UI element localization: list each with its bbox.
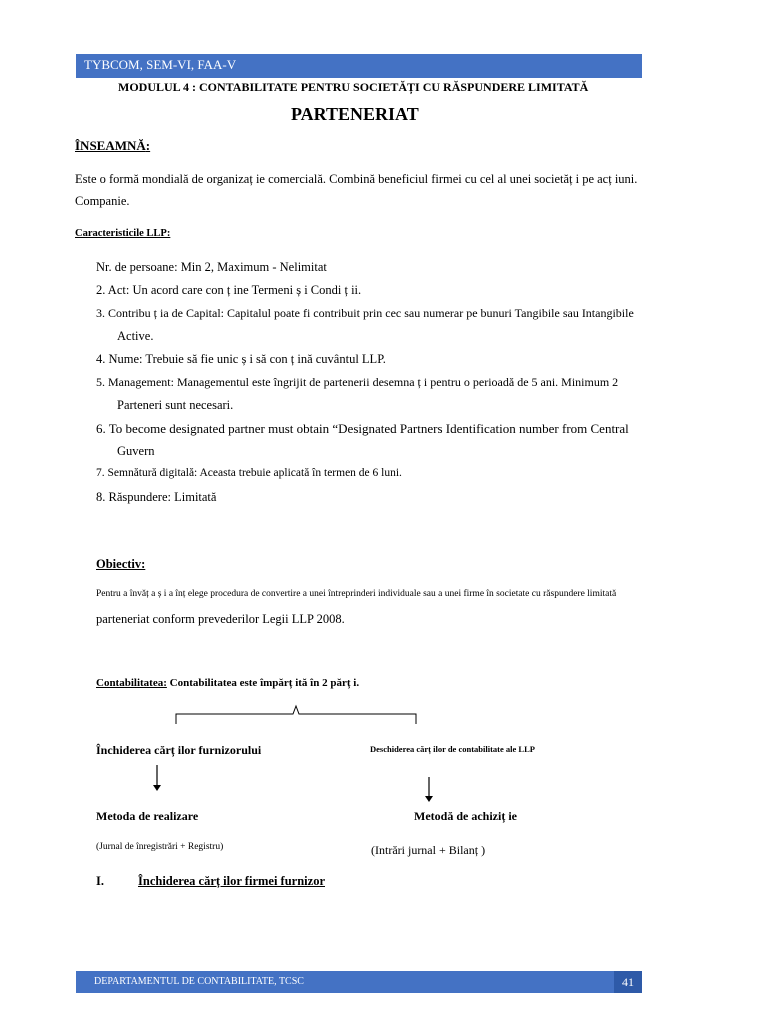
characteristic-item-4: 4. Nume: Trebuie să fie unic ș i să con ț ină cuvântul LLP. [96, 352, 386, 366]
characteristic-item-7: 7. Semnătură digitală: Aceasta trebuie aplicată în termen de 6 luni. [96, 467, 402, 479]
inseamna-heading-text: ÎNSEAMNĂ [75, 138, 146, 153]
characteristic-item-5: 5. Management: Managementul este îngrijit de partenerii desemna ț i pentru o perioadă de 5 ani. Minimum 2 [96, 375, 619, 389]
characteristics-heading: Caracteristicile LLP: [75, 228, 171, 239]
characteristic-item-3: 3. Contribu ț ia de Capital: Capitalul poate fi contribuit prin cec sau numerar pe bunuri Tangibile sau Intangibile [96, 306, 634, 320]
objective-line-1: Pentru a învăț a ș i a înț elege procedura de convertire a unei întreprinderi individuale sau a unei firme în societate cu răspundere limitată [96, 589, 617, 599]
section-i-number: I. [96, 874, 104, 888]
section-i-title: Închiderea cărț ilor firmei furnizor [138, 874, 325, 888]
characteristic-item-6: 6. To become designated partner must obtain “Designated Partners Identification number from Central [96, 421, 629, 436]
right-method-label: Metodă de achiziț ie [414, 809, 517, 823]
characteristic-item-8: 8. Răspundere: Limitată [96, 490, 217, 504]
characteristic-item-1: Nr. de persoane: Min 2, Maximum - Nelimitat [96, 260, 327, 274]
characteristic-item-5-cont: Parteneri sunt necesari. [117, 398, 234, 412]
right-detail-label: (Intrări jurnal + Bilanț ) [371, 843, 486, 857]
objective-heading: Obiectiv: [96, 557, 146, 571]
characteristic-item-3-cont: Active. [117, 329, 154, 343]
objective-line-2: parteneriat conform prevederilor Legii LLP 2008. [96, 612, 345, 626]
right-branch-label: Deschiderea cărț ilor de contabilitate ale LLP [370, 744, 535, 754]
left-detail-label: (Jurnal de înregistrări + Registru) [96, 842, 224, 852]
characteristic-item-6-cont: Guvern [117, 444, 155, 458]
footer-bar [76, 971, 642, 993]
footer-text: DEPARTAMENTUL DE CONTABILITATE, TCSC [94, 976, 304, 987]
page-title: PARTENERIAT [291, 104, 419, 124]
page-number: 41 [614, 971, 642, 993]
left-method-label: Metoda de realizare [96, 809, 199, 823]
brace-line [176, 706, 416, 724]
header-text: TYBCOM, SEM-VI, FAA-V [84, 57, 237, 72]
accounting-label: Contabilitatea: [96, 677, 167, 689]
inseamna-line-2: Companie. [75, 194, 130, 208]
inseamna-heading-colon: : [145, 138, 151, 153]
characteristic-item-2: 2. Act: Un acord care con ț ine Termeni ș i Condi ț ii. [96, 283, 362, 297]
left-arrow-head [153, 785, 161, 791]
left-branch-label: Închiderea cărț ilor furnizorului [96, 743, 262, 757]
right-arrow-head [425, 796, 433, 802]
inseamna-line-1: Este o formă mondială de organizaț ie comercială. Combină beneficiul firmei cu cel al unei societăț i pe acț iuni. [75, 172, 638, 186]
accounting-text: Contabilitatea este împărț ită în 2 părț i. [166, 677, 360, 689]
module-title: MODULUL 4 : CONTABILITATE PENTRU SOCIETĂȚI CU RĂSPUNDERE LIMITATĂ [118, 80, 589, 94]
